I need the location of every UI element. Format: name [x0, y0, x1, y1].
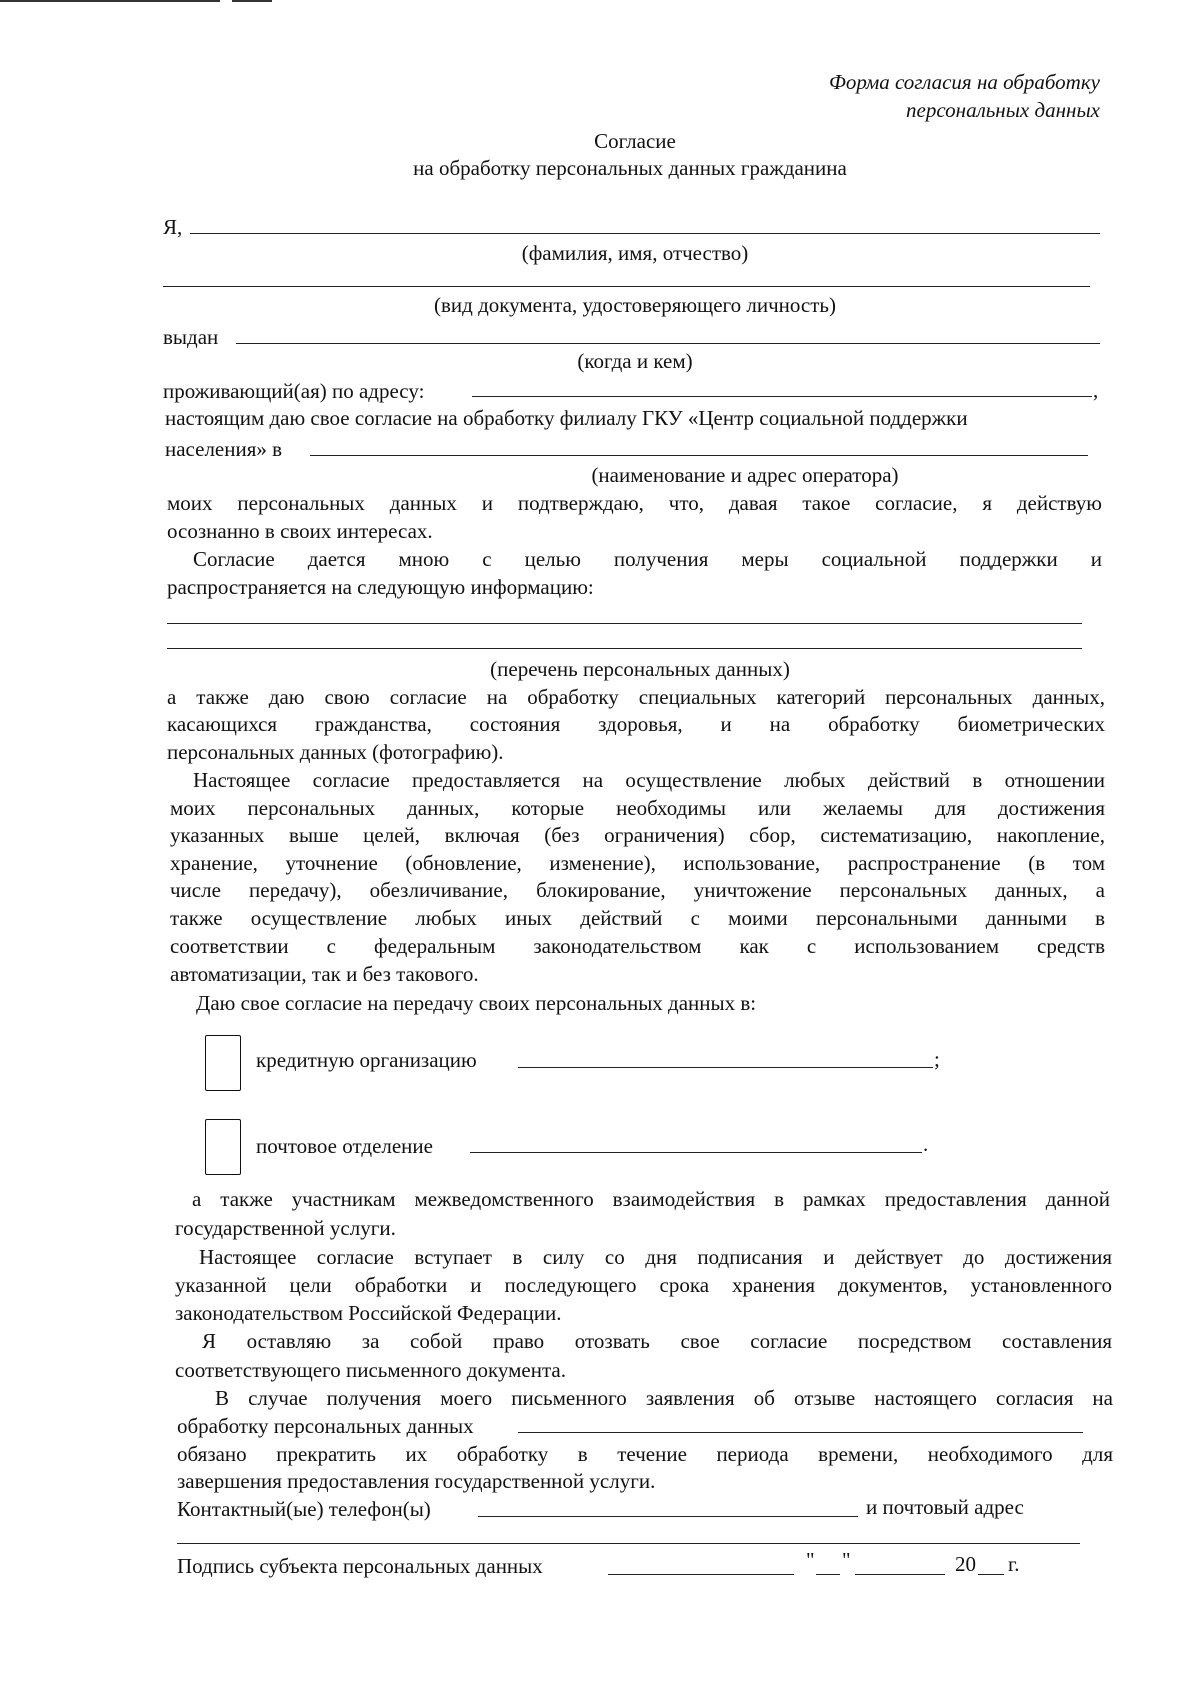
- post-office-end: .: [923, 1132, 929, 1156]
- issued-field[interactable]: [236, 343, 1100, 344]
- paragraph-line: Согласие дается мною с целью получения меры социальной поддержки и: [193, 547, 1102, 571]
- operator-caption: (наименование и адрес оператора): [591, 463, 899, 487]
- ya-label: Я,: [163, 215, 183, 239]
- signature-label: Подпись субъекта персональных данных: [177, 1554, 543, 1578]
- full-name-field[interactable]: [190, 233, 1100, 234]
- scan-edge-mark: [232, 0, 272, 2]
- address-label: проживающий(ая) по адресу:: [163, 379, 425, 403]
- paragraph-line: Настоящее согласие вступает в силу со дня подписания и действует до достижения: [199, 1245, 1112, 1269]
- paragraph-line: а также даю свою согласие на обработку специальных категорий персональных данных,: [167, 685, 1105, 709]
- paragraph-line: а также участникам межведомственного взаимодействия в рамках предоставления данной: [192, 1187, 1110, 1211]
- paragraph-line: числе передачу), обезличивание, блокирование, уничтожение персональных данных, а: [170, 878, 1105, 902]
- postal-address-field[interactable]: [177, 1543, 1080, 1544]
- paragraph-line: Даю свое согласие на передачу своих персональных данных в:: [196, 991, 757, 1015]
- paragraph-line: автоматизации, так и без такового.: [170, 962, 479, 986]
- paragraph-line: также осуществление любых иных действий с моими персональными данными в: [170, 906, 1105, 930]
- form-header-line2: персональных данных: [906, 98, 1100, 122]
- paragraph-line: государственной услуги.: [175, 1216, 396, 1240]
- paragraph-line: персональных данных (фотографию).: [167, 740, 504, 764]
- personal-data-list-caption: (перечень персональных данных): [490, 657, 790, 681]
- date-year-suffix: г.: [1008, 1552, 1020, 1576]
- form-header-line1: Форма согласия на обработку: [828, 70, 1100, 94]
- operator-name-field[interactable]: [518, 1432, 1083, 1433]
- paragraph-line: соответствии с федеральным законодательством как с использованием средств: [170, 934, 1105, 958]
- paragraph-line: соответствующего письменного документа.: [175, 1358, 566, 1382]
- paragraph-line: завершения предоставления государственной услуги.: [177, 1469, 656, 1493]
- identity-document-caption: (вид документа, удостоверяющего личность): [433, 293, 836, 317]
- date-month-field[interactable]: [855, 1574, 945, 1575]
- paragraph-line: осознанно в своих интересах.: [167, 519, 433, 543]
- paragraph-line: моих персональных данных, которые необходимы или желаемы для достижения: [170, 796, 1105, 820]
- post-office-checkbox[interactable]: [205, 1119, 241, 1175]
- operator-field[interactable]: [310, 455, 1088, 456]
- paragraph-line: Я оставляю за собой право отозвать свое согласие посредством составления: [202, 1329, 1112, 1353]
- post-office-field[interactable]: [470, 1152, 922, 1153]
- scan-edge-mark: [0, 0, 220, 2]
- date-day-field[interactable]: [816, 1574, 840, 1575]
- paragraph-line: законодательством Российской Федерации.: [175, 1301, 562, 1325]
- date-quote-close: ": [842, 1548, 851, 1572]
- issued-label: выдан: [163, 325, 219, 349]
- paragraph-line: указанной цели обработки и последующего срока хранения документов, установленного: [175, 1273, 1112, 1297]
- document-title: Согласие: [594, 129, 676, 153]
- post-office-label: почтовое отделение: [256, 1134, 433, 1158]
- signature-field[interactable]: [608, 1574, 794, 1575]
- credit-organization-end: ;: [934, 1047, 940, 1071]
- personal-data-list-field[interactable]: [167, 623, 1082, 624]
- date-year-field[interactable]: [978, 1574, 1004, 1575]
- identity-document-field[interactable]: [163, 286, 1090, 287]
- credit-organization-field[interactable]: [518, 1067, 933, 1068]
- paragraph-line: Настоящее согласие предоставляется на осуществление любых действий в отношении: [193, 768, 1105, 792]
- contact-phone-label: Контактный(ые) телефон(ы): [177, 1497, 431, 1521]
- document-subtitle: на обработку персональных данных гражданина: [413, 156, 847, 180]
- address-field[interactable]: [472, 396, 1092, 397]
- personal-data-list-field[interactable]: [167, 648, 1082, 649]
- contact-phone-field[interactable]: [478, 1516, 858, 1517]
- issued-caption: (когда и кем): [577, 349, 693, 373]
- full-name-caption: (фамилия, имя, отчество): [521, 241, 749, 265]
- postal-address-label: и почтовый адрес: [866, 1495, 1024, 1519]
- paragraph-line: указанных выше целей, включая (без ограничения) сбор, систематизацию, накопление,: [170, 823, 1105, 847]
- credit-organization-label: кредитную организацию: [256, 1048, 477, 1072]
- paragraph-line: касающихся гражданства, состояния здоровья, и на обработку биометрических: [167, 712, 1105, 736]
- date-year-prefix: 20: [955, 1552, 976, 1576]
- address-comma: ,: [1093, 378, 1099, 402]
- paragraph-line: моих персональных данных и подтверждаю, что, давая такое согласие, я действую: [167, 491, 1102, 515]
- paragraph-line: обязано прекратить их обработку в течение периода времени, необходимого для: [177, 1442, 1113, 1466]
- paragraph-line: В случае получения моего письменного заявления об отзыве настоящего согласия на: [215, 1386, 1113, 1410]
- credit-organization-checkbox[interactable]: [205, 1035, 241, 1091]
- consent-operator-line: настоящим даю свое согласие на обработку филиалу ГКУ «Центр социальной поддержки: [165, 406, 968, 430]
- paragraph-line: хранение, уточнение (обновление, изменение), использование, распространение (в том: [170, 851, 1105, 875]
- paragraph-line: обработку персональных данных: [177, 1414, 474, 1438]
- date-quote-open: ": [806, 1548, 815, 1572]
- population-label: населения» в: [165, 437, 283, 461]
- paragraph-line: распространяется на следующую информацию:: [167, 575, 594, 599]
